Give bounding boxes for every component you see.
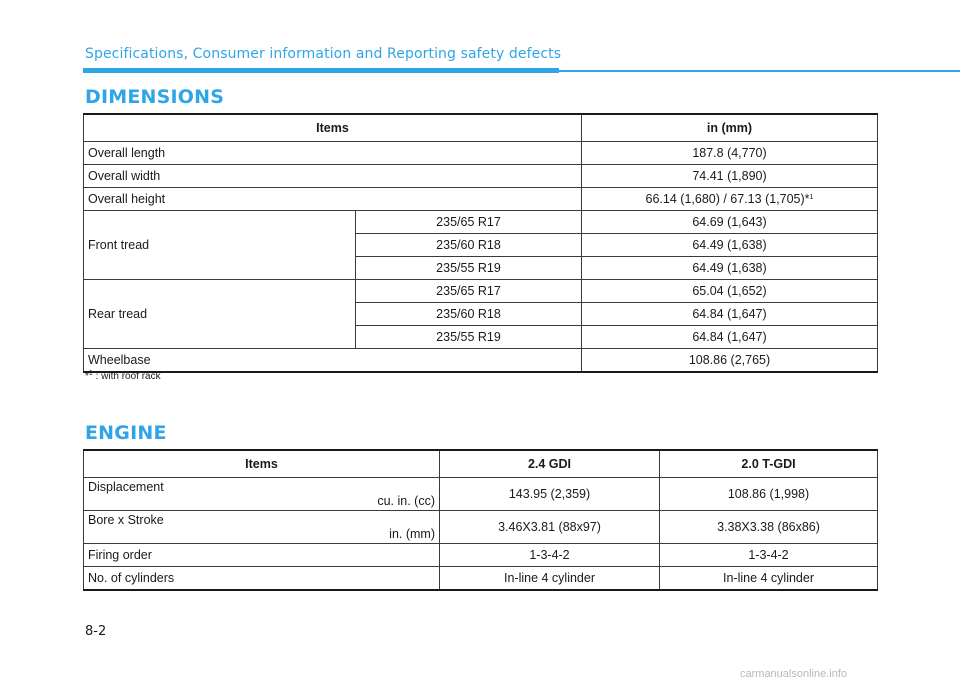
row-value-tgdi: 108.86 (1,998) xyxy=(660,478,878,511)
row-label: Overall length xyxy=(84,142,582,165)
watermark: carmanualsonline.info xyxy=(740,668,848,680)
row-label-text: Bore x Stroke xyxy=(88,513,164,527)
table-row xyxy=(84,211,878,234)
table-row xyxy=(84,142,878,165)
row-label xyxy=(84,478,440,511)
dimensions-header-row xyxy=(84,114,878,142)
row-label xyxy=(84,511,440,544)
height-value-text: 66.14 (1,680) / 67.13 (1,705)* xyxy=(645,192,810,206)
row-value-tgdi: 3.38X3.38 (86x86) xyxy=(660,511,878,544)
table-row xyxy=(84,567,878,591)
column-header-unit: in (mm) xyxy=(582,114,878,142)
table-row xyxy=(84,544,878,567)
row-label: Front tread xyxy=(84,211,356,280)
row-value: 64.49 (1,638) xyxy=(582,234,878,257)
row-value: 64.84 (1,647) xyxy=(582,303,878,326)
row-label: No. of cylinders xyxy=(84,567,440,591)
row-label: Overall width xyxy=(84,165,582,188)
row-value xyxy=(582,188,878,211)
engine-header-row xyxy=(84,450,878,478)
row-value-gdi: 3.46X3.81 (88x97) xyxy=(440,511,660,544)
row-unit: in. (mm) xyxy=(389,527,435,541)
row-label: Wheelbase xyxy=(84,349,582,373)
row-value: 108.86 (2,765) xyxy=(582,349,878,373)
column-header-tgdi: 2.0 T-GDI xyxy=(660,450,878,478)
row-value: 74.41 (1,890) xyxy=(582,165,878,188)
row-label: Firing order xyxy=(84,544,440,567)
tire-size: 235/65 R17 xyxy=(356,211,582,234)
row-value: 187.8 (4,770) xyxy=(582,142,878,165)
table-row xyxy=(84,511,878,544)
page-number: 8-2 xyxy=(85,624,107,639)
row-value: 64.69 (1,643) xyxy=(582,211,878,234)
engine-table xyxy=(83,449,878,591)
footnote-marker: 1 xyxy=(809,194,814,201)
row-value: 64.84 (1,647) xyxy=(582,326,878,349)
table-row xyxy=(84,188,878,211)
row-value: 65.04 (1,652) xyxy=(582,280,878,303)
column-header-gdi: 2.4 GDI xyxy=(440,450,660,478)
tire-size: 235/60 R18 xyxy=(356,303,582,326)
row-unit: cu. in. (cc) xyxy=(377,494,435,508)
table-row xyxy=(84,165,878,188)
row-value-gdi: 1-3-4-2 xyxy=(440,544,660,567)
table-row xyxy=(84,478,878,511)
tire-size: 235/60 R18 xyxy=(356,234,582,257)
row-label: Rear tread xyxy=(84,280,356,349)
engine-heading: ENGINE xyxy=(85,422,167,444)
table-row xyxy=(84,349,878,373)
footnote-text: : with roof rack xyxy=(92,371,161,382)
header-rule-thin xyxy=(559,70,960,72)
dimensions-heading: DIMENSIONS xyxy=(85,86,225,108)
tire-size: 235/55 R19 xyxy=(356,326,582,349)
dimensions-table xyxy=(83,113,878,373)
tire-size: 235/65 R17 xyxy=(356,280,582,303)
row-value-tgdi: 1-3-4-2 xyxy=(660,544,878,567)
row-label-text: Displacement xyxy=(88,480,164,494)
tire-size: 235/55 R19 xyxy=(356,257,582,280)
row-label: Overall height xyxy=(84,188,582,211)
row-value: 64.49 (1,638) xyxy=(582,257,878,280)
section-title: Specifications, Consumer information and Reporting safety defects xyxy=(85,46,562,62)
header-rule-thick xyxy=(83,68,559,73)
row-value-tgdi: In-line 4 cylinder xyxy=(660,567,878,591)
footnote-sup: 1 xyxy=(88,370,93,377)
column-header-items: Items xyxy=(84,114,582,142)
footnote-mark: * xyxy=(85,371,89,382)
table-row xyxy=(84,280,878,303)
row-value-gdi: In-line 4 cylinder xyxy=(440,567,660,591)
column-header-items: Items xyxy=(84,450,440,478)
dimensions-footnote xyxy=(85,370,161,382)
row-value-gdi: 143.95 (2,359) xyxy=(440,478,660,511)
